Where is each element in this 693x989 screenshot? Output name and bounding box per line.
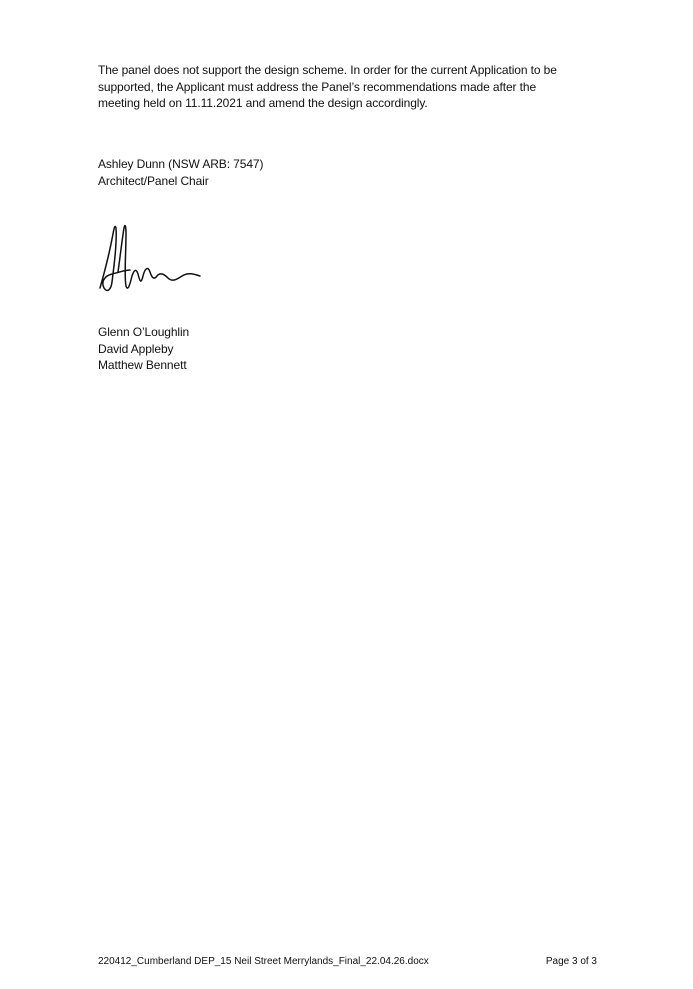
- conclusion-paragraph: [98, 62, 598, 112]
- panel-members-list: [98, 324, 598, 374]
- handwritten-signature: [96, 220, 206, 296]
- signatory-block: [98, 156, 598, 189]
- paragraph-line: meeting held on 11.11.2021 and amend the design accordingly.: [98, 96, 428, 110]
- panel-member: David Appleby: [98, 341, 174, 356]
- paragraph-line: supported, the Applicant must address the Panel’s recommendations made after the: [98, 79, 537, 94]
- signatory-name: Ashley Dunn (NSW ARB: 7547): [98, 157, 264, 171]
- signatory-title: Architect/Panel Chair: [98, 173, 209, 188]
- panel-member: Glenn O’Loughlin: [98, 325, 190, 339]
- footer-filename: 220412_Cumberland DEP_15 Neil Street Merrylands_Final_22.04.26.docx: [98, 956, 429, 967]
- paragraph-line: The panel does not support the design scheme. In order for the current Application to be: [98, 63, 557, 77]
- panel-member: Matthew Bennett: [98, 358, 187, 372]
- footer-page-number: Page 3 of 3: [545, 956, 597, 967]
